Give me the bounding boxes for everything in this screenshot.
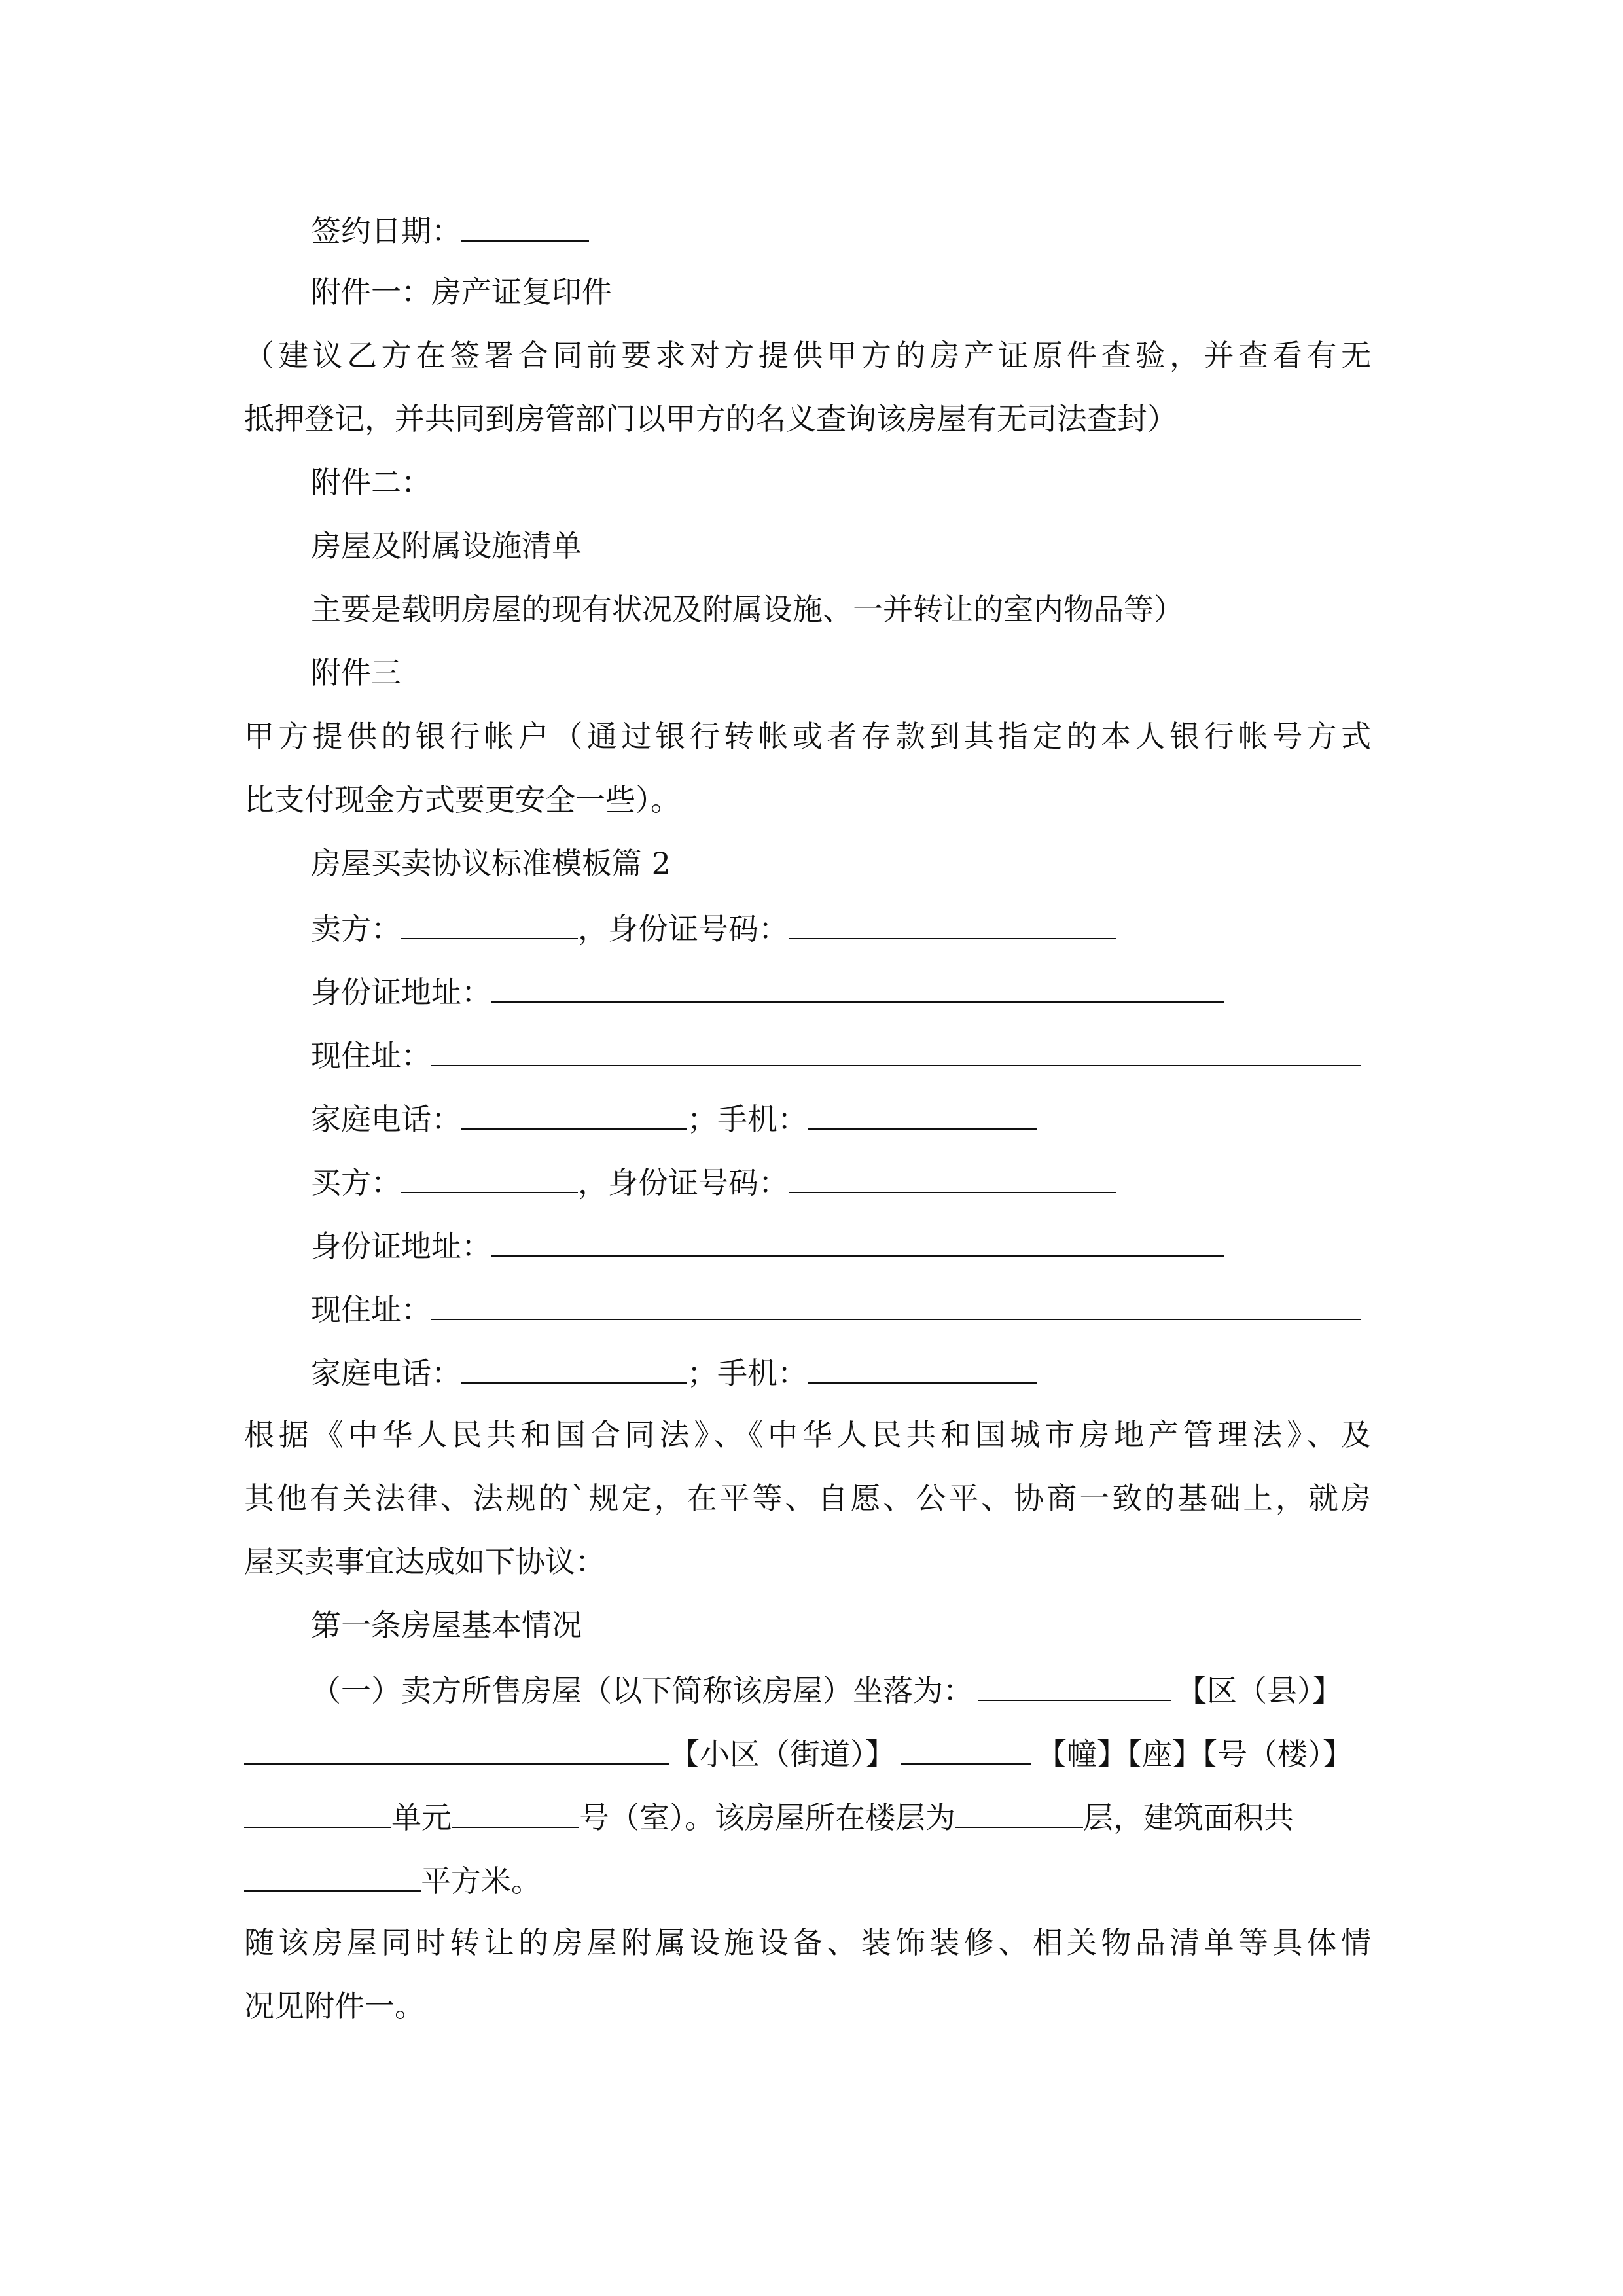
- seller-home-phone-blank[interactable]: [461, 1102, 687, 1130]
- seller-mobile-blank[interactable]: [808, 1102, 1037, 1130]
- seller-name-blank[interactable]: [401, 912, 578, 939]
- building-blank[interactable]: [901, 1737, 1031, 1765]
- article1-note-line2: 况见附件一。: [244, 1988, 425, 2024]
- buyer-current-address-blank[interactable]: [431, 1293, 1361, 1320]
- seller-id-blank[interactable]: [789, 912, 1116, 939]
- article1-district-suffix: 【区（县）】: [1177, 1673, 1342, 1708]
- community-blank[interactable]: [244, 1737, 669, 1765]
- buyer-home-phone-label: 家庭电话：: [311, 1355, 461, 1391]
- annex3-line1: 甲方提供的银行帐户（通过银行转帐或者存款到其指定的本人银行帐号方式: [244, 719, 1371, 754]
- room-blank[interactable]: [452, 1801, 579, 1828]
- article1-location-prefix: （一）卖方所售房屋（以下简称该房屋）坐落为：: [311, 1673, 973, 1708]
- buyer-id-address-line: [311, 1229, 1224, 1264]
- buyer-home-phone-blank[interactable]: [461, 1356, 687, 1384]
- article1-title: 第一条房屋基本情况: [311, 1607, 582, 1643]
- annex1-note-line2: 抵押登记，并共同到房管部门以甲方的名义查询该房屋有无司法查封）: [244, 401, 1177, 437]
- seller-id-address-blank[interactable]: [491, 975, 1224, 1003]
- seller-id-address-line: [311, 975, 1224, 1010]
- buyer-id-address-label: 身份证地址：: [311, 1229, 491, 1264]
- buyer-current-address-label: 现住址：: [311, 1292, 431, 1327]
- article1-community-label: 【小区（街道）】: [669, 1736, 895, 1772]
- seller-id-address-label: 身份证地址：: [311, 975, 491, 1010]
- article1-area-line: [244, 1863, 541, 1899]
- annex2-desc: 主要是载明房屋的现有状况及附属设施、一并转让的室内物品等）: [311, 592, 1184, 627]
- buyer-name-line: [311, 1166, 1116, 1198]
- article1-floor-label: 层，建筑面积共: [1083, 1800, 1294, 1835]
- sign-date-line: [311, 213, 589, 249]
- article1-note-line1: 随该房屋同时转让的房屋附属设施设备、装饰装修、相关物品清单等具体情: [244, 1925, 1371, 1960]
- article1-room-label: 号（室）。该房屋所在楼层为: [579, 1800, 955, 1835]
- preamble-line3: 屋买卖事宜达成如下协议：: [244, 1544, 605, 1579]
- buyer-mobile-blank[interactable]: [808, 1356, 1037, 1384]
- buyer-id-blank[interactable]: [789, 1166, 1116, 1193]
- buyer-id-address-blank[interactable]: [491, 1229, 1224, 1257]
- seller-phone-line: [311, 1102, 1037, 1137]
- district-blank[interactable]: [978, 1674, 1171, 1701]
- seller-current-address-label: 现住址：: [311, 1038, 431, 1073]
- floor-blank[interactable]: [955, 1801, 1083, 1828]
- seller-mobile-label: ；手机：: [687, 1102, 808, 1137]
- annex2-subtitle: 房屋及附属设施清单: [311, 528, 582, 564]
- preamble-line2: 其他有关法律、法规的`规定，在平等、自愿、公平、协商一致的基础上，就房: [244, 1480, 1371, 1516]
- annex3-line2: 比支付现金方式要更安全一些）。: [244, 782, 681, 817]
- article1-location-line1: [311, 1674, 1342, 1706]
- seller-current-address-line: [311, 1039, 1361, 1071]
- area-blank[interactable]: [244, 1864, 421, 1892]
- annex2-title: 附件二：: [311, 465, 431, 500]
- article1-building-suffix: 【幢】【座】【号（楼）】: [1037, 1736, 1353, 1772]
- buyer-current-address-line: [311, 1293, 1361, 1325]
- seller-id-label: ，身份证号码：: [578, 911, 789, 946]
- section-title: 房屋买卖协议标准模板篇 2: [311, 846, 671, 881]
- seller-home-phone-label: 家庭电话：: [311, 1102, 461, 1137]
- seller-name-line: [311, 912, 1116, 944]
- unit-blank[interactable]: [244, 1801, 391, 1828]
- sign-date-label: 签约日期：: [311, 213, 461, 249]
- buyer-label: 买方：: [311, 1165, 401, 1200]
- buyer-name-blank[interactable]: [401, 1166, 578, 1193]
- article1-area-label: 平方米。: [421, 1863, 541, 1899]
- seller-label: 卖方：: [311, 911, 401, 946]
- sign-date-blank[interactable]: [461, 214, 589, 242]
- annex1-title: 附件一：房产证复印件: [311, 274, 612, 310]
- article1-location-line2: [244, 1736, 1353, 1772]
- article1-unit-label: 单元: [391, 1800, 452, 1835]
- buyer-mobile-label: ；手机：: [687, 1355, 808, 1391]
- article1-location-line3: [244, 1801, 1294, 1833]
- seller-current-address-blank[interactable]: [431, 1039, 1361, 1066]
- buyer-id-label: ，身份证号码：: [578, 1165, 789, 1200]
- buyer-phone-line: [311, 1355, 1037, 1391]
- preamble-line1: 根据《中华人民共和国合同法》、《中华人民共和国城市房地产管理法》、及: [244, 1417, 1371, 1452]
- annex3-title: 附件三: [311, 655, 401, 691]
- annex1-note-line1: （建议乙方在签署合同前要求对方提供甲方的房产证原件查验，并查看有无: [244, 338, 1371, 373]
